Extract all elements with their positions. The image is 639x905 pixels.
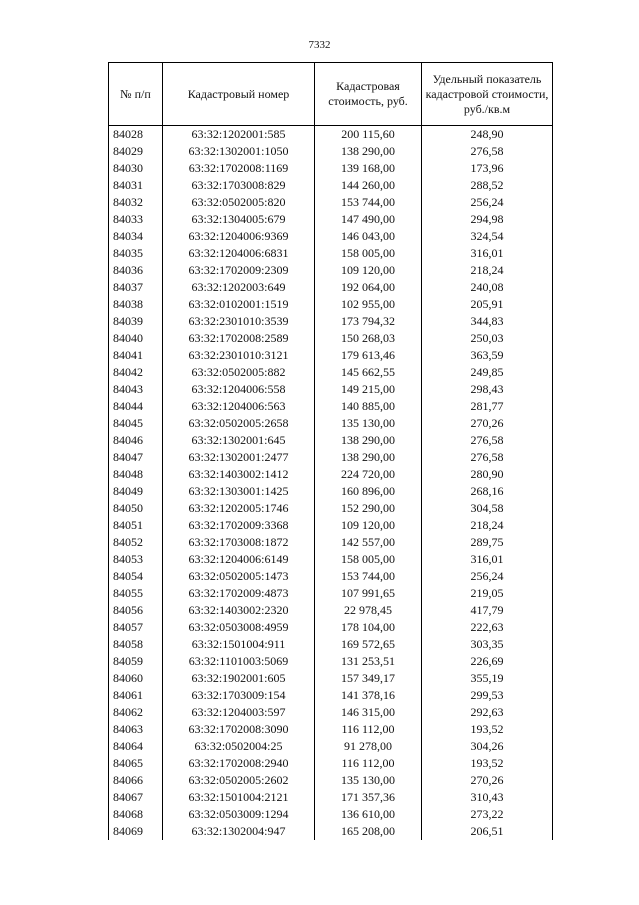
specific-value-cell: 294,98	[422, 211, 553, 228]
table-row	[109, 483, 553, 500]
row-number-cell: 84066	[109, 772, 163, 789]
table-row	[109, 585, 553, 602]
cadastral-number-cell: 63:32:0502004:25	[163, 738, 315, 755]
cadastral-number-cell: 63:32:0502005:1473	[163, 568, 315, 585]
cadastral-value-cell: 139 168,00	[315, 160, 422, 177]
table-row	[109, 823, 553, 840]
cadastral-number-cell: 63:32:1204006:563	[163, 398, 315, 415]
cadastral-value-cell: 173 794,32	[315, 313, 422, 330]
cadastral-number-cell: 63:32:1302001:1050	[163, 143, 315, 160]
cadastral-number-cell: 63:32:1202001:585	[163, 126, 315, 144]
table-row	[109, 738, 553, 755]
table-row	[109, 534, 553, 551]
table-row	[109, 262, 553, 279]
header-cadastral-value: Кадастровая стоимость, руб.	[315, 63, 422, 126]
specific-value-cell: 206,51	[422, 823, 553, 840]
cadastral-number-cell: 63:32:0502005:2658	[163, 415, 315, 432]
cadastral-value-cell: 158 005,00	[315, 245, 422, 262]
table-header	[109, 63, 553, 126]
specific-value-cell: 304,58	[422, 500, 553, 517]
table-row	[109, 160, 553, 177]
row-number-cell: 84061	[109, 687, 163, 704]
cadastral-value-cell: 91 278,00	[315, 738, 422, 755]
row-number-cell: 84046	[109, 432, 163, 449]
cadastral-number-cell: 63:32:1101003:5069	[163, 653, 315, 670]
table-body	[109, 126, 553, 841]
table-row	[109, 517, 553, 534]
specific-value-cell: 270,26	[422, 415, 553, 432]
specific-value-cell: 324,54	[422, 228, 553, 245]
row-number-cell: 84044	[109, 398, 163, 415]
cadastral-number-cell: 63:32:0503009:1294	[163, 806, 315, 823]
table-row	[109, 687, 553, 704]
table-row	[109, 636, 553, 653]
cadastral-value-cell: 116 112,00	[315, 755, 422, 772]
cadastral-value-cell: 109 120,00	[315, 262, 422, 279]
cadastral-number-cell: 63:32:0102001:1519	[163, 296, 315, 313]
cadastral-number-cell: 63:32:0502005:820	[163, 194, 315, 211]
table-row	[109, 279, 553, 296]
specific-value-cell: 292,63	[422, 704, 553, 721]
cadastral-number-cell: 63:32:1202003:649	[163, 279, 315, 296]
specific-value-cell: 304,26	[422, 738, 553, 755]
specific-value-cell: 288,52	[422, 177, 553, 194]
cadastral-value-cell: 142 557,00	[315, 534, 422, 551]
cadastral-value-cell: 109 120,00	[315, 517, 422, 534]
cadastral-number-cell: 63:32:1501004:2121	[163, 789, 315, 806]
cadastral-number-cell: 63:32:1702009:2309	[163, 262, 315, 279]
row-number-cell: 84062	[109, 704, 163, 721]
row-number-cell: 84042	[109, 364, 163, 381]
specific-value-cell: 299,53	[422, 687, 553, 704]
row-number-cell: 84045	[109, 415, 163, 432]
table-row	[109, 789, 553, 806]
cadastral-value-cell: 22 978,45	[315, 602, 422, 619]
row-number-cell: 84063	[109, 721, 163, 738]
row-number-cell: 84043	[109, 381, 163, 398]
cadastral-value-cell: 147 490,00	[315, 211, 422, 228]
cadastral-value-cell: 141 378,16	[315, 687, 422, 704]
specific-value-cell: 226,69	[422, 653, 553, 670]
cadastral-number-cell: 63:32:1202005:1746	[163, 500, 315, 517]
specific-value-cell: 344,83	[422, 313, 553, 330]
table-row	[109, 211, 553, 228]
cadastral-value-cell: 136 610,00	[315, 806, 422, 823]
cadastral-value-cell: 145 662,55	[315, 364, 422, 381]
table-row	[109, 143, 553, 160]
table-row	[109, 704, 553, 721]
specific-value-cell: 205,91	[422, 296, 553, 313]
table-row	[109, 330, 553, 347]
specific-value-cell: 289,75	[422, 534, 553, 551]
table-row	[109, 721, 553, 738]
cadastral-number-cell: 63:32:1204003:597	[163, 704, 315, 721]
row-number-cell: 84056	[109, 602, 163, 619]
row-number-cell: 84029	[109, 143, 163, 160]
table-row	[109, 415, 553, 432]
cadastral-value-cell: 146 315,00	[315, 704, 422, 721]
cadastral-number-cell: 63:32:2301010:3539	[163, 313, 315, 330]
cadastral-number-cell: 63:32:0502005:2602	[163, 772, 315, 789]
row-number-cell: 84036	[109, 262, 163, 279]
specific-value-cell: 248,90	[422, 126, 553, 144]
cadastral-value-cell: 138 290,00	[315, 143, 422, 160]
cadastral-value-cell: 138 290,00	[315, 449, 422, 466]
cadastral-value-cell: 153 744,00	[315, 568, 422, 585]
table-row	[109, 772, 553, 789]
cadastral-number-cell: 63:32:1204006:558	[163, 381, 315, 398]
row-number-cell: 84031	[109, 177, 163, 194]
row-number-cell: 84065	[109, 755, 163, 772]
header-cadastral-number: Кадастровый номер	[163, 63, 315, 126]
cadastral-value-cell: 165 208,00	[315, 823, 422, 840]
row-number-cell: 84069	[109, 823, 163, 840]
specific-value-cell: 270,26	[422, 772, 553, 789]
cadastral-number-cell: 63:32:1303001:1425	[163, 483, 315, 500]
table-row	[109, 126, 553, 144]
table-row	[109, 296, 553, 313]
cadastral-number-cell: 63:32:1302001:645	[163, 432, 315, 449]
specific-value-cell: 276,58	[422, 432, 553, 449]
cadastral-value-cell: 179 613,46	[315, 347, 422, 364]
table-row	[109, 602, 553, 619]
specific-value-cell: 222,63	[422, 619, 553, 636]
table-row	[109, 364, 553, 381]
cadastral-number-cell: 63:32:1403002:2320	[163, 602, 315, 619]
specific-value-cell: 355,19	[422, 670, 553, 687]
row-number-cell: 84053	[109, 551, 163, 568]
row-number-cell: 84040	[109, 330, 163, 347]
specific-value-cell: 173,96	[422, 160, 553, 177]
cadastral-number-cell: 63:32:1703008:829	[163, 177, 315, 194]
row-number-cell: 84058	[109, 636, 163, 653]
cadastral-value-cell: 116 112,00	[315, 721, 422, 738]
table-row	[109, 500, 553, 517]
table-row	[109, 806, 553, 823]
table-row	[109, 619, 553, 636]
cadastral-number-cell: 63:32:1304005:679	[163, 211, 315, 228]
specific-value-cell: 250,03	[422, 330, 553, 347]
cadastral-value-cell: 150 268,03	[315, 330, 422, 347]
cadastral-value-cell: 107 991,65	[315, 585, 422, 602]
specific-value-cell: 310,43	[422, 789, 553, 806]
table-row	[109, 347, 553, 364]
cadastral-number-cell: 63:32:1703008:1872	[163, 534, 315, 551]
row-number-cell: 84059	[109, 653, 163, 670]
cadastral-number-cell: 63:32:1403002:1412	[163, 466, 315, 483]
table-row	[109, 653, 553, 670]
cadastral-value-cell: 102 955,00	[315, 296, 422, 313]
row-number-cell: 84033	[109, 211, 163, 228]
cadastral-value-cell: 224 720,00	[315, 466, 422, 483]
row-number-cell: 84028	[109, 126, 163, 144]
table-row	[109, 313, 553, 330]
cadastral-value-cell: 135 130,00	[315, 415, 422, 432]
cadastral-number-cell: 63:32:0503008:4959	[163, 619, 315, 636]
specific-value-cell: 256,24	[422, 568, 553, 585]
specific-value-cell: 276,58	[422, 449, 553, 466]
cadastral-value-cell: 144 260,00	[315, 177, 422, 194]
table-row	[109, 398, 553, 415]
row-number-cell: 84055	[109, 585, 163, 602]
cadastral-number-cell: 63:32:1302001:2477	[163, 449, 315, 466]
row-number-cell: 84052	[109, 534, 163, 551]
table-row	[109, 755, 553, 772]
cadastral-number-cell: 63:32:1702008:2940	[163, 755, 315, 772]
specific-value-cell: 316,01	[422, 245, 553, 262]
row-number-cell: 84030	[109, 160, 163, 177]
specific-value-cell: 316,01	[422, 551, 553, 568]
specific-value-cell: 363,59	[422, 347, 553, 364]
cadastral-number-cell: 63:32:0502005:882	[163, 364, 315, 381]
row-number-cell: 84068	[109, 806, 163, 823]
table-row	[109, 381, 553, 398]
table-row	[109, 449, 553, 466]
specific-value-cell: 298,43	[422, 381, 553, 398]
cadastral-value-cell: 158 005,00	[315, 551, 422, 568]
table-row	[109, 432, 553, 449]
row-number-cell: 84032	[109, 194, 163, 211]
row-number-cell: 84034	[109, 228, 163, 245]
specific-value-cell: 303,35	[422, 636, 553, 653]
cadastral-value-cell: 140 885,00	[315, 398, 422, 415]
cadastral-value-cell: 157 349,17	[315, 670, 422, 687]
table-row	[109, 177, 553, 194]
cadastral-value-cell: 152 290,00	[315, 500, 422, 517]
row-number-cell: 84047	[109, 449, 163, 466]
table-row	[109, 194, 553, 211]
cadastral-number-cell: 63:32:1702008:3090	[163, 721, 315, 738]
specific-value-cell: 273,22	[422, 806, 553, 823]
specific-value-cell: 193,52	[422, 721, 553, 738]
row-number-cell: 84039	[109, 313, 163, 330]
cadastral-value-cell: 200 115,60	[315, 126, 422, 144]
cadastral-number-cell: 63:32:1702008:1169	[163, 160, 315, 177]
cadastral-value-cell: 149 215,00	[315, 381, 422, 398]
cadastral-number-cell: 63:32:1204006:6149	[163, 551, 315, 568]
row-number-cell: 84041	[109, 347, 163, 364]
row-number-cell: 84048	[109, 466, 163, 483]
row-number-cell: 84035	[109, 245, 163, 262]
cadastral-value-cell: 135 130,00	[315, 772, 422, 789]
row-number-cell: 84050	[109, 500, 163, 517]
cadastral-value-table	[108, 62, 553, 840]
cadastral-value-cell: 171 357,36	[315, 789, 422, 806]
row-number-cell: 84064	[109, 738, 163, 755]
specific-value-cell: 280,90	[422, 466, 553, 483]
header-specific-value: Удельный показатель кадастровой стоимости, руб./кв.м	[422, 63, 553, 126]
row-number-cell: 84049	[109, 483, 163, 500]
cadastral-number-cell: 63:32:1703009:154	[163, 687, 315, 704]
cadastral-number-cell: 63:32:1204006:6831	[163, 245, 315, 262]
specific-value-cell: 240,08	[422, 279, 553, 296]
page-number: 7332	[308, 39, 331, 51]
specific-value-cell: 219,05	[422, 585, 553, 602]
cadastral-value-cell: 138 290,00	[315, 432, 422, 449]
cadastral-value-cell: 169 572,65	[315, 636, 422, 653]
row-number-cell: 84051	[109, 517, 163, 534]
cadastral-number-cell: 63:32:1204006:9369	[163, 228, 315, 245]
cadastral-number-cell: 63:32:1702009:4873	[163, 585, 315, 602]
row-number-cell: 84057	[109, 619, 163, 636]
cadastral-number-cell: 63:32:2301010:3121	[163, 347, 315, 364]
table-row	[109, 245, 553, 262]
row-number-cell: 84060	[109, 670, 163, 687]
specific-value-cell: 281,77	[422, 398, 553, 415]
specific-value-cell: 218,24	[422, 262, 553, 279]
specific-value-cell: 276,58	[422, 143, 553, 160]
table-row	[109, 568, 553, 585]
cadastral-value-cell: 131 253,51	[315, 653, 422, 670]
table-row	[109, 670, 553, 687]
cadastral-number-cell: 63:32:1302004:947	[163, 823, 315, 840]
cadastral-number-cell: 63:32:1702009:3368	[163, 517, 315, 534]
row-number-cell: 84054	[109, 568, 163, 585]
table-row	[109, 228, 553, 245]
cadastral-number-cell: 63:32:1702008:2589	[163, 330, 315, 347]
table-row	[109, 551, 553, 568]
specific-value-cell: 256,24	[422, 194, 553, 211]
header-row	[109, 63, 553, 126]
table-row	[109, 466, 553, 483]
specific-value-cell: 417,79	[422, 602, 553, 619]
specific-value-cell: 218,24	[422, 517, 553, 534]
cadastral-value-cell: 146 043,00	[315, 228, 422, 245]
cadastral-value-cell: 178 104,00	[315, 619, 422, 636]
cadastral-value-cell: 192 064,00	[315, 279, 422, 296]
row-number-cell: 84067	[109, 789, 163, 806]
specific-value-cell: 268,16	[422, 483, 553, 500]
cadastral-number-cell: 63:32:1501004:911	[163, 636, 315, 653]
specific-value-cell: 193,52	[422, 755, 553, 772]
cadastral-value-cell: 160 896,00	[315, 483, 422, 500]
header-row-number: № п/п	[109, 63, 163, 126]
cadastral-number-cell: 63:32:1902001:605	[163, 670, 315, 687]
row-number-cell: 84038	[109, 296, 163, 313]
row-number-cell: 84037	[109, 279, 163, 296]
cadastral-value-cell: 153 744,00	[315, 194, 422, 211]
specific-value-cell: 249,85	[422, 364, 553, 381]
